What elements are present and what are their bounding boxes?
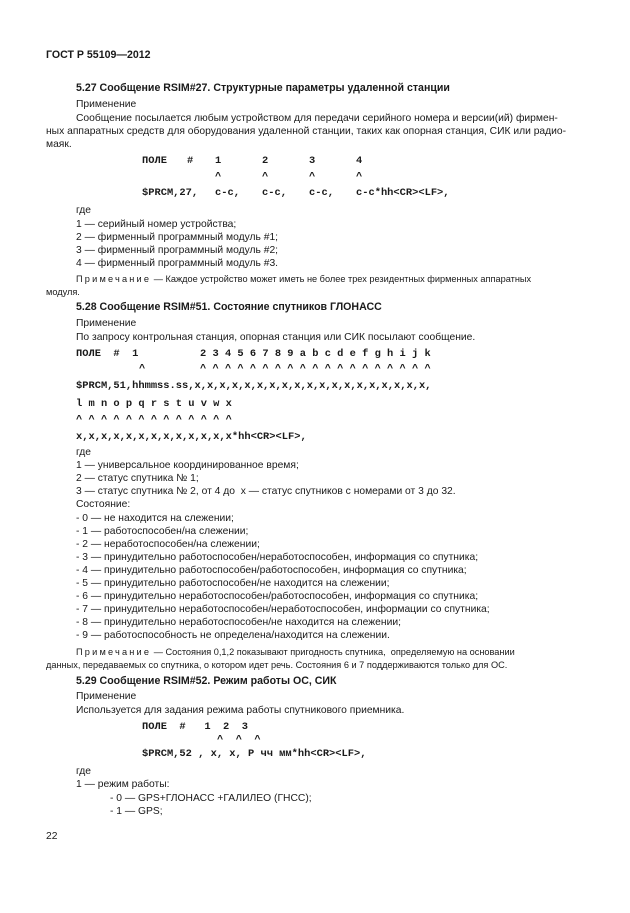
paragraph-line: Используется для задания режима работы спутникового приемника.	[76, 705, 405, 716]
format-field-labels: ПОЛЕ # 1 2 3	[142, 721, 249, 733]
format-field-labels: ПОЛЕ # 1	[76, 348, 139, 360]
where-label: где	[76, 766, 92, 777]
format-caret: ^	[215, 171, 222, 183]
section-5-29-title: 5.29 Сообщение RSIM#52. Режим работы ОС, СИК	[76, 675, 337, 687]
mode-item: - 1 — GPS;	[110, 806, 163, 817]
mode-item: - 0 — GPS+ГЛОНАСС +ГАЛИЛЕО (ГНСС);	[110, 793, 312, 804]
format-sentence: $PRCM,52 , x, x, P чч мм*hh<CR><LF>,	[142, 748, 367, 760]
format-field-number: 1	[215, 155, 222, 167]
state-item: - 1 — работоспособен/на слежении;	[76, 526, 249, 537]
note-continuation: модуля.	[46, 287, 80, 297]
note-label: Примечание	[76, 274, 152, 284]
document-id: ГОСТ Р 55109—2012	[46, 49, 151, 61]
format-field-number: 4	[356, 155, 363, 167]
application-label: Применение	[76, 318, 137, 329]
list-item: 2 — статус спутника № 1;	[76, 473, 199, 484]
list-item: 3 — фирменный программный модуль #2;	[76, 245, 279, 256]
format-field-labels: l m n o p q r s t u v w x	[76, 398, 232, 410]
paragraph-line: ных аппаратных средств для оборудования удаленной станции, таких как опорная станция, СИК или радио-	[46, 126, 567, 137]
format-field-number: 3	[309, 155, 316, 167]
format-sentence-field: c-c,	[309, 187, 334, 199]
state-item: - 0 — не находится на слежении;	[76, 513, 234, 524]
format-sentence: $PRCM,51,hhmmss.ss,x,x,x,x,x,x,x,x,x,x,x,x,x,x,x,x,x,x,x,	[76, 380, 432, 392]
paragraph-line: Сообщение посылается любым устройством для передачи серийного номера и версии(ий) фирмен-	[76, 113, 558, 124]
list-item: 1 — режим работы:	[76, 779, 170, 790]
format-caret-row: ^ ^ ^	[217, 734, 261, 746]
format-caret-row: ^ ^ ^ ^ ^ ^ ^ ^ ^ ^ ^ ^ ^	[76, 414, 232, 426]
state-item: - 4 — принудительно работоспособен/работоспособен, информация со спутника;	[76, 565, 467, 576]
note-continuation: данных, передаваемых со спутника, о котором идет речь. Состояния 6 и 7 поддерживаются только для ОС.	[46, 660, 508, 670]
list-item: 4 — фирменный программный модуль #3.	[76, 258, 279, 269]
section-5-27-title: 5.27 Сообщение RSIM#27. Структурные параметры удаленной станции	[76, 82, 450, 94]
section-5-28-title: 5.28 Сообщение RSIM#51. Состояние спутников ГЛОНАСС	[76, 301, 382, 313]
format-caret: ^	[262, 171, 269, 183]
format-caret: ^	[356, 171, 363, 183]
note	[76, 275, 531, 284]
format-field-number: 2	[262, 155, 269, 167]
format-caret: ^	[139, 363, 146, 375]
format-field-label: ПОЛЕ	[142, 155, 167, 167]
format-sentence-prefix: $PRCM,27,	[142, 187, 199, 199]
paragraph-line: маяк.	[46, 139, 72, 150]
state-item: - 5 — принудительно работоспособен/не находится на слежении;	[76, 578, 390, 589]
state-item: - 8 — принудительно неработоспособен/не находится на слежении;	[76, 617, 401, 628]
state-item: - 7 — принудительно неработоспособен/неработоспособен, информации со спутника;	[76, 604, 490, 615]
format-caret: ^	[309, 171, 316, 183]
application-label: Применение	[76, 691, 137, 702]
list-item: 1 — универсальное координированное время;	[76, 460, 299, 471]
format-field-labels: 2 3 4 5 6 7 8 9 a b c d e f g h i j k	[200, 348, 431, 360]
list-item: 2 — фирменный программный модуль #1;	[76, 232, 279, 243]
format-sentence-field: c-c,	[262, 187, 287, 199]
paragraph-line: По запросу контрольная станция, опорная станция или СИК посылают сообщение.	[76, 332, 476, 343]
state-item: - 2 — неработоспособен/на слежении;	[76, 539, 260, 550]
where-label: где	[76, 205, 92, 216]
format-field-hash: #	[187, 155, 194, 167]
note-label: Примечание	[76, 647, 152, 657]
state-item: - 6 — принудительно неработоспособен/работоспособен, информация со спутника;	[76, 591, 479, 602]
state-item: - 9 — работоспособность не определена/находится на слежении.	[76, 630, 390, 641]
page-number: 22	[46, 831, 58, 842]
list-item: 1 — серийный номер устройства;	[76, 219, 237, 230]
note	[76, 648, 515, 657]
note-text: — Состояния 0,1,2 показывают пригодность спутника, определяемую на основании	[153, 647, 515, 657]
note-text: — Каждое устройство может иметь не более трех резидентных фирменных аппаратных	[153, 274, 532, 284]
format-sentence-field: c-c,	[215, 187, 240, 199]
state-item: - 3 — принудительно работоспособен/неработоспособен, информация со спутника;	[76, 552, 479, 563]
format-sentence: x,x,x,x,x,x,x,x,x,x,x,x,x*hh<CR><LF>,	[76, 431, 307, 443]
state-label: Состояние:	[76, 499, 131, 510]
list-item: 3 — статус спутника № 2, от 4 до x — статус спутников с номерами от 3 до 32.	[76, 486, 456, 497]
format-caret-row: ^ ^ ^ ^ ^ ^ ^ ^ ^ ^ ^ ^ ^ ^ ^ ^ ^ ^ ^	[200, 363, 431, 375]
where-label: где	[76, 447, 92, 458]
format-sentence-field: c-c*hh<CR><LF>,	[356, 187, 450, 199]
application-label: Применение	[76, 99, 137, 110]
